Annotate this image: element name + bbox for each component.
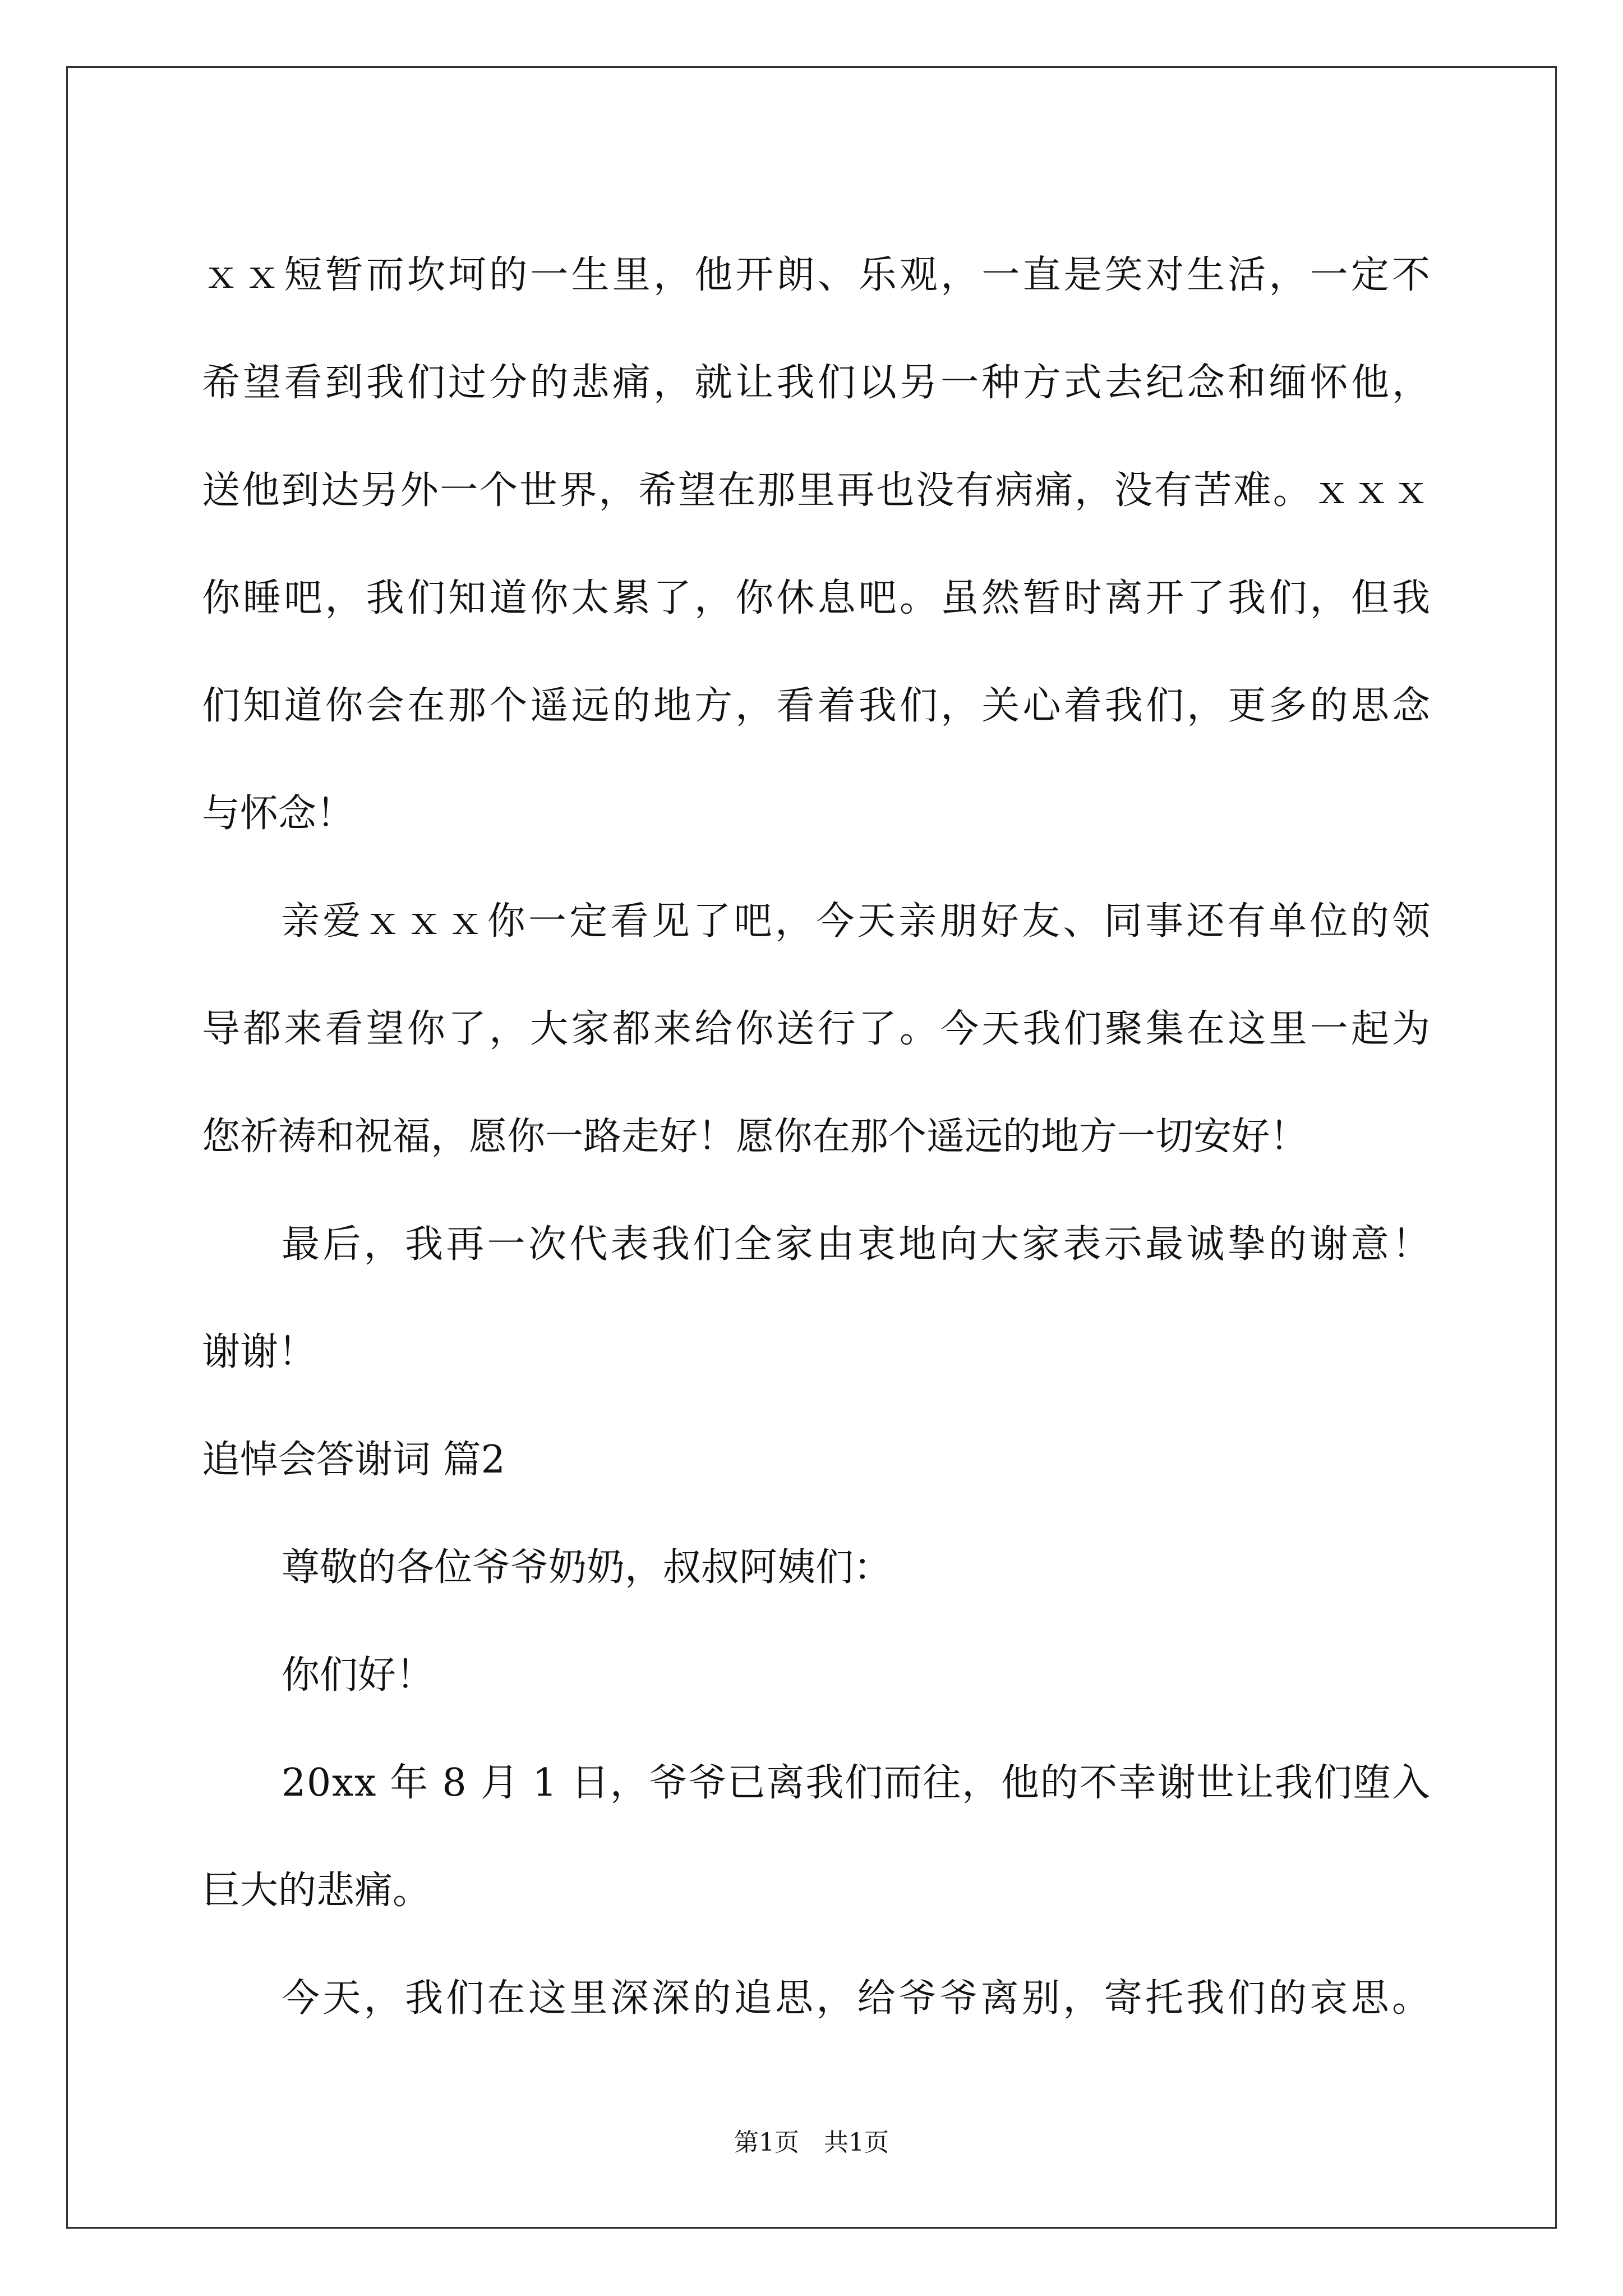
page-number: 第1页 共1页 [734, 2128, 889, 2157]
paragraph-line: 谢谢！ [202, 1330, 317, 1374]
paragraph-line: 今天，我们在这里深深的追思，给爷爷离别，寄托我们的哀思。 [282, 1976, 1433, 2021]
paragraph-line: 送他到达另外一个世界，希望在那里再也没有病痛，没有苦难。ｘｘｘ [202, 468, 1432, 513]
paragraph-line: 最后，我再一次代表我们全家由衷地向大家表示最诚挚的谢意！ [282, 1222, 1433, 1267]
document-body [202, 222, 1433, 2053]
paragraph-line: 20xx 年 8 月 1 日，爷爷已离我们而往，他的不幸谢世让我们堕入 [282, 1761, 1431, 1805]
section-heading: 追悼会答谢词 篇2 [202, 1438, 505, 1482]
paragraph-line: ｘｘ短暂而坎坷的一生里，他开朗、乐观，一直是笑对生活，一定不 [202, 253, 1433, 297]
paragraph-line: 导都来看望你了，大家都来给你送行了。今天我们聚集在这里一起为 [202, 1007, 1433, 1051]
paragraph-line: 您祈祷和祝福，愿你一路走好！愿你在那个遥远的地方一切安好！ [202, 1115, 1308, 1159]
salutation-line: 尊敬的各位爷爷奶奶，叔叔阿姨们： [282, 1545, 892, 1590]
paragraph-line: 亲爱ｘｘｘ你一定看见了吧，今天亲朋好友、同事还有单位的领 [282, 899, 1433, 944]
paragraph-line: 与怀念！ [202, 792, 355, 836]
page-footer [0, 2126, 1623, 2160]
paragraph-line: 希望看到我们过分的悲痛，就让我们以另一种方式去纪念和缅怀他， [202, 361, 1433, 405]
paragraph-line: 巨大的悲痛。 [202, 1869, 431, 1913]
paragraph-line: 们知道你会在那个遥远的地方，看着我们，关心着我们，更多的思念 [202, 684, 1433, 728]
paragraph-line: 你睡吧，我们知道你太累了，你休息吧。虽然暂时离开了我们，但我 [202, 576, 1433, 620]
greeting-line: 你们好！ [282, 1653, 435, 1697]
